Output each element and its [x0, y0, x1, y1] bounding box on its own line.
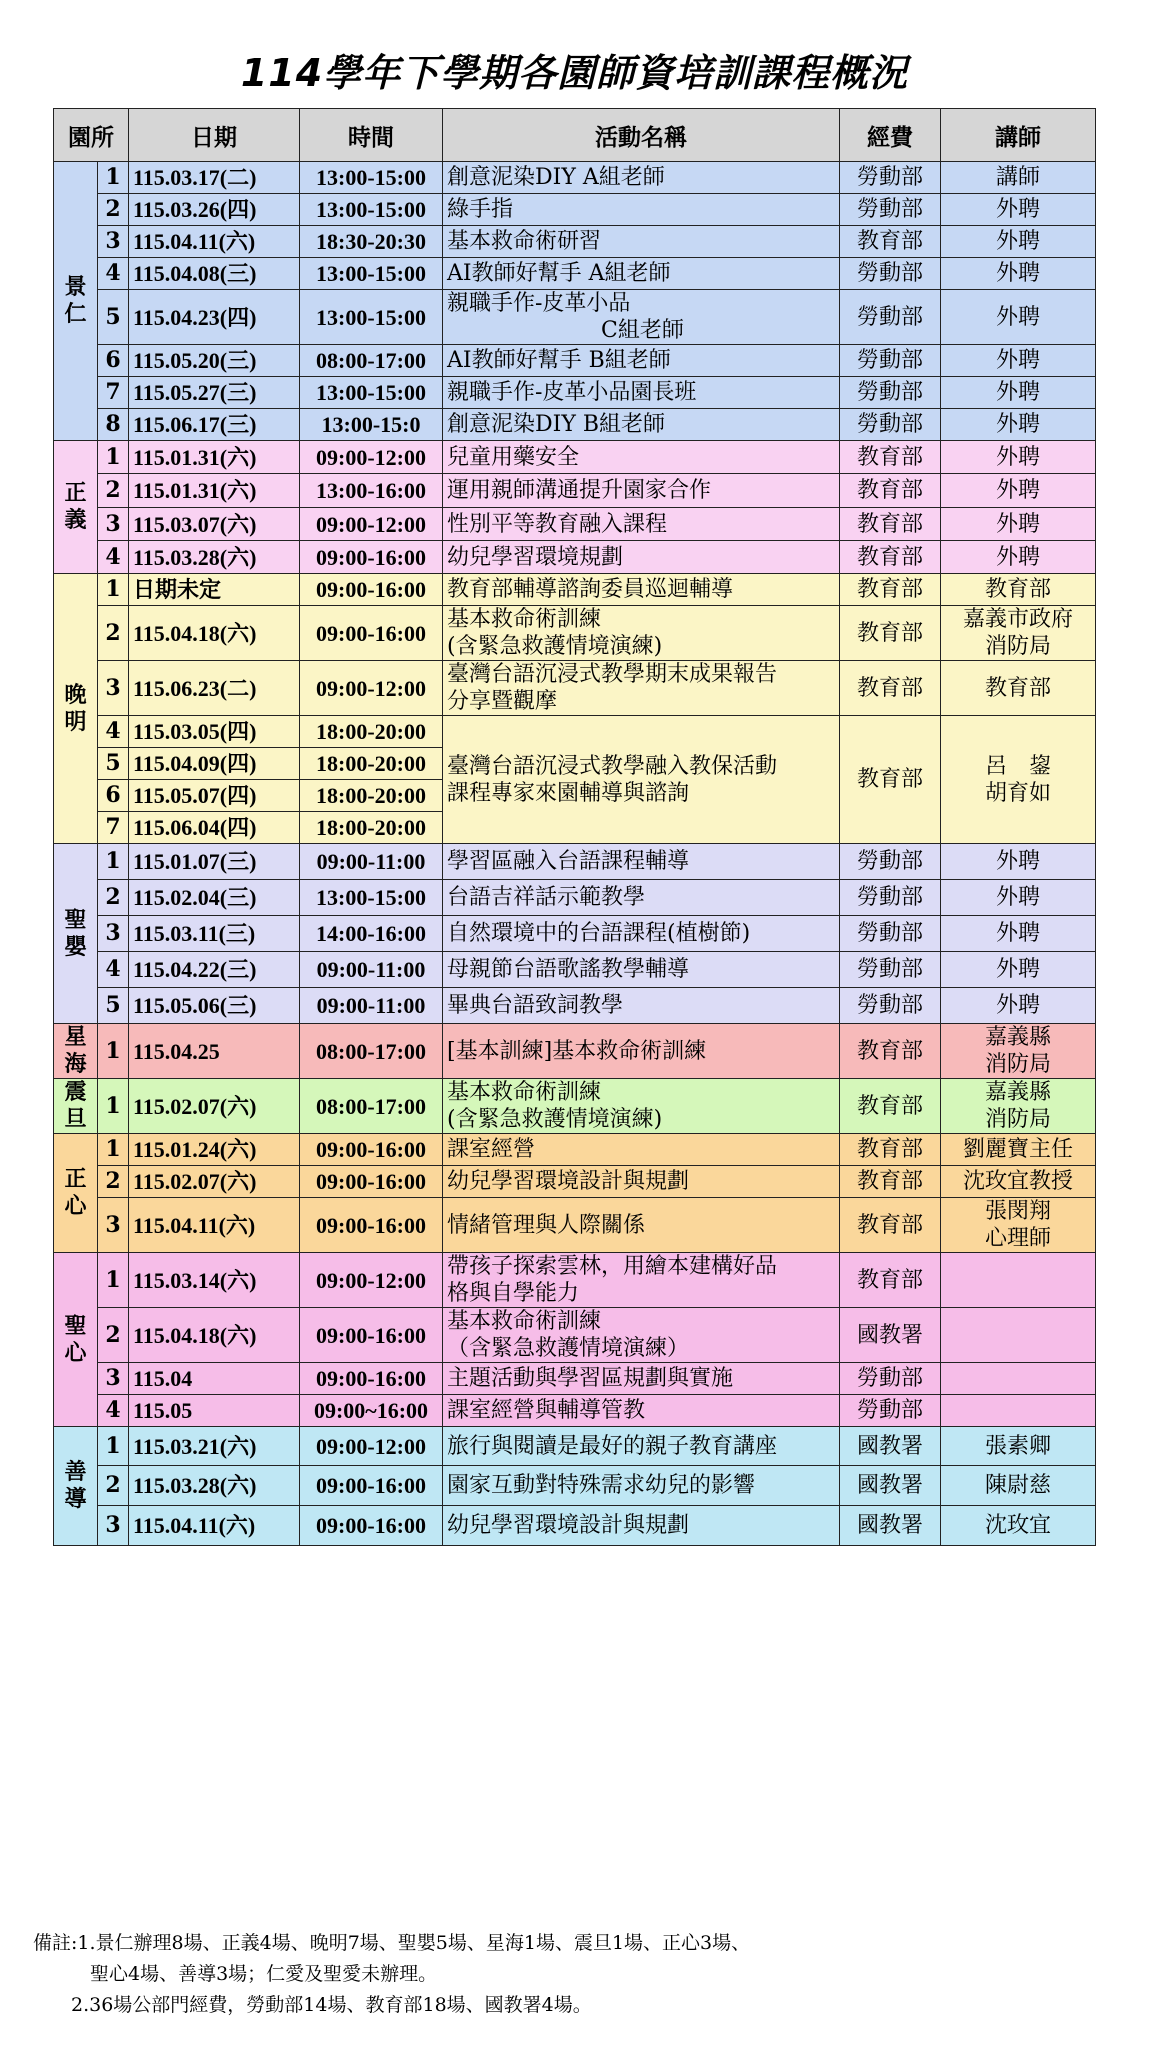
table-row [54, 988, 1096, 1024]
row-number: 7 [98, 377, 129, 409]
lecturer: 外聘 [941, 988, 1096, 1024]
remark-line: 備註:1.景仁辦理8場、正義4場、晚明7場、聖嬰5場、星海1場、震旦1場、正心3場、 [33, 1932, 751, 1954]
course-date: 115.01.07(三) [129, 844, 300, 880]
funding-source: 國教署 [840, 1427, 941, 1466]
course-time: 09:00-11:00 [300, 952, 443, 988]
table-row [54, 290, 1096, 345]
table-row [54, 1024, 1096, 1079]
lecturer: 嘉義縣 消防局 [941, 1024, 1096, 1079]
row-number: 5 [98, 988, 129, 1024]
course-time: 09:00-16:00 [300, 606, 443, 661]
table-row [54, 345, 1096, 377]
course-date: 115.04.09(四) [129, 748, 300, 780]
course-date: 115.04.11(六) [129, 1198, 300, 1253]
funding-source: 國教署 [840, 1506, 941, 1546]
lecturer: 外聘 [941, 258, 1096, 290]
remark-line: 聖心4場、善導3場；仁愛及聖愛未辦理。 [33, 1963, 438, 1985]
course-date: 115.03.11(三) [129, 916, 300, 952]
course-date: 115.04.08(三) [129, 258, 300, 290]
course-date: 115.03.28(六) [129, 541, 300, 574]
funding-source: 勞動部 [840, 409, 941, 441]
funding-source: 勞動部 [840, 258, 941, 290]
activity-name: 基本救命術訓練 (含緊急救護情境演練) [443, 606, 840, 661]
table-row [54, 880, 1096, 916]
course-time: 14:00-16:00 [300, 916, 443, 952]
course-date: 115.03.21(六) [129, 1427, 300, 1466]
course-date: 115.02.04(三) [129, 880, 300, 916]
table-row [54, 474, 1096, 508]
funding-source: 勞動部 [840, 952, 941, 988]
table-row [54, 377, 1096, 409]
table-row [54, 1466, 1096, 1506]
funding-source: 教育部 [840, 1079, 941, 1134]
table-row [54, 226, 1096, 258]
table-row [54, 1427, 1096, 1466]
row-number: 1 [98, 1079, 129, 1134]
activity-name: 教育部輔導諮詢委員巡迴輔導 [443, 574, 840, 606]
funding-source: 國教署 [840, 1308, 941, 1363]
course-date: 115.04.25 [129, 1024, 300, 1079]
course-date: 115.03.14(六) [129, 1253, 300, 1308]
row-number: 2 [98, 1466, 129, 1506]
row-number: 1 [98, 1427, 129, 1466]
activity-name: 臺灣台語沉浸式教學融入教保活動 課程專家來園輔導與諮詢 [443, 716, 840, 844]
table-row [54, 952, 1096, 988]
row-number: 4 [98, 541, 129, 574]
row-number: 1 [98, 1134, 129, 1166]
table-row [54, 258, 1096, 290]
activity-name: 基本救命術研習 [443, 226, 840, 258]
school-name: 善 導 [54, 1427, 98, 1546]
activity-name: 幼兒學習環境設計與規劃 [443, 1506, 840, 1546]
row-number: 3 [98, 226, 129, 258]
course-date: 115.04.18(六) [129, 606, 300, 661]
course-time: 08:00-17:00 [300, 345, 443, 377]
school-name: 聖 心 [54, 1253, 98, 1427]
course-date: 115.03.07(六) [129, 508, 300, 541]
funding-source: 勞動部 [840, 345, 941, 377]
course-time: 13:00-15:00 [300, 162, 443, 194]
course-time: 09:00-16:00 [300, 574, 443, 606]
activity-name: 畢典台語致詞教學 [443, 988, 840, 1024]
row-number: 3 [98, 1363, 129, 1395]
funding-source: 勞動部 [840, 1363, 941, 1395]
row-number: 3 [98, 1506, 129, 1546]
table-row [54, 194, 1096, 226]
table-row [54, 1079, 1096, 1134]
course-time: 13:00-15:00 [300, 880, 443, 916]
lecturer: 外聘 [941, 377, 1096, 409]
course-date: 115.06.17(三) [129, 409, 300, 441]
row-number: 1 [98, 574, 129, 606]
activity-name: 兒童用藥安全 [443, 441, 840, 474]
course-time: 09:00-11:00 [300, 844, 443, 880]
school-name: 星 海 [54, 1024, 98, 1079]
table-header-row [54, 109, 1096, 162]
activity-name: 學習區融入台語課程輔導 [443, 844, 840, 880]
funding-source: 勞動部 [840, 844, 941, 880]
row-number: 5 [98, 748, 129, 780]
course-date: 115.04.11(六) [129, 226, 300, 258]
course-time: 09:00-12:00 [300, 441, 443, 474]
funding-source: 勞動部 [840, 377, 941, 409]
course-date: 115.04.11(六) [129, 1506, 300, 1546]
lecturer: 外聘 [941, 916, 1096, 952]
funding-source: 教育部 [840, 1253, 941, 1308]
funding-source: 教育部 [840, 1134, 941, 1166]
course-date: 115.05.07(四) [129, 780, 300, 812]
course-time: 09:00-16:00 [300, 1134, 443, 1166]
course-time: 13:00-15:0 [300, 409, 443, 441]
table-row [54, 1198, 1096, 1253]
row-number: 4 [98, 952, 129, 988]
activity-name: 基本救命術訓練 （含緊急救護情境演練） [443, 1308, 840, 1363]
header-fee: 經費 [840, 109, 941, 162]
funding-source: 勞動部 [840, 916, 941, 952]
row-number: 3 [98, 661, 129, 716]
activity-name: 課室經營 [443, 1134, 840, 1166]
course-time: 18:00-20:00 [300, 716, 443, 748]
table-row [54, 716, 1096, 748]
activity-name: 運用親師溝通提升園家合作 [443, 474, 840, 508]
remarks [33, 1928, 1123, 2021]
lecturer [941, 1253, 1096, 1308]
lecturer: 外聘 [941, 508, 1096, 541]
activity-name: 母親節台語歌謠教學輔導 [443, 952, 840, 988]
funding-source: 教育部 [840, 716, 941, 844]
school-name: 正 心 [54, 1134, 98, 1253]
activity-name: AI教師好幫手 B組老師 [443, 345, 840, 377]
lecturer: 張閔翔 心理師 [941, 1198, 1096, 1253]
course-time: 09:00-16:00 [300, 1363, 443, 1395]
table-row [54, 441, 1096, 474]
activity-name: [基本訓練]基本救命術訓練 [443, 1024, 840, 1079]
course-time: 09:00-16:00 [300, 1308, 443, 1363]
funding-source: 教育部 [840, 1166, 941, 1198]
row-number: 2 [98, 880, 129, 916]
activity-name: 親職手作-皮革小品園長班 [443, 377, 840, 409]
funding-source: 勞動部 [840, 988, 941, 1024]
funding-source: 教育部 [840, 606, 941, 661]
row-number: 4 [98, 716, 129, 748]
table-row [54, 1166, 1096, 1198]
lecturer: 陳尉慈 [941, 1466, 1096, 1506]
row-number: 1 [98, 1253, 129, 1308]
training-schedule-table [53, 108, 1096, 1546]
row-number: 7 [98, 812, 129, 844]
course-time: 18:30-20:30 [300, 226, 443, 258]
activity-name: 台語吉祥話示範教學 [443, 880, 840, 916]
funding-source: 教育部 [840, 226, 941, 258]
header-activity: 活動名稱 [443, 109, 840, 162]
table-row [54, 1134, 1096, 1166]
course-date: 115.03.17(二) [129, 162, 300, 194]
table-row [54, 1506, 1096, 1546]
activity-name: 園家互動對特殊需求幼兒的影響 [443, 1466, 840, 1506]
course-time: 13:00-15:00 [300, 194, 443, 226]
lecturer: 外聘 [941, 474, 1096, 508]
lecturer: 教育部 [941, 574, 1096, 606]
lecturer [941, 1395, 1096, 1427]
row-number: 4 [98, 1395, 129, 1427]
table-row [54, 844, 1096, 880]
funding-source: 勞動部 [840, 194, 941, 226]
course-time: 09:00-12:00 [300, 1253, 443, 1308]
row-number: 1 [98, 441, 129, 474]
lecturer: 外聘 [941, 541, 1096, 574]
activity-name: 綠手指 [443, 194, 840, 226]
row-number: 1 [98, 162, 129, 194]
course-date: 115.01.31(六) [129, 474, 300, 508]
course-date: 115.05 [129, 1395, 300, 1427]
table-row [54, 1308, 1096, 1363]
activity-name: AI教師好幫手 A組老師 [443, 258, 840, 290]
row-number: 8 [98, 409, 129, 441]
row-number: 2 [98, 194, 129, 226]
funding-source: 教育部 [840, 1198, 941, 1253]
funding-source: 勞動部 [840, 162, 941, 194]
lecturer: 外聘 [941, 441, 1096, 474]
row-number: 1 [98, 844, 129, 880]
course-time: 18:00-20:00 [300, 812, 443, 844]
activity-name: 親職手作-皮革小品 C組老師 [443, 290, 840, 345]
activity-name: 幼兒學習環境設計與規劃 [443, 1166, 840, 1198]
funding-source: 國教署 [840, 1466, 941, 1506]
activity-name: 創意泥染DIY A組老師 [443, 162, 840, 194]
funding-source: 勞動部 [840, 880, 941, 916]
lecturer [941, 1363, 1096, 1395]
table-row [54, 508, 1096, 541]
funding-source: 教育部 [840, 1024, 941, 1079]
funding-source: 勞動部 [840, 1395, 941, 1427]
row-number: 3 [98, 916, 129, 952]
funding-source: 勞動部 [840, 290, 941, 345]
course-time: 13:00-16:00 [300, 474, 443, 508]
course-time: 18:00-20:00 [300, 748, 443, 780]
activity-name: 自然環境中的台語課程(植樹節) [443, 916, 840, 952]
course-time: 09:00~16:00 [300, 1395, 443, 1427]
course-time: 09:00-12:00 [300, 661, 443, 716]
header-time: 時間 [300, 109, 443, 162]
table-row [54, 916, 1096, 952]
table-row [54, 606, 1096, 661]
course-time: 08:00-17:00 [300, 1024, 443, 1079]
row-number: 5 [98, 290, 129, 345]
lecturer: 沈玫宜 [941, 1506, 1096, 1546]
row-number: 2 [98, 474, 129, 508]
funding-source: 教育部 [840, 508, 941, 541]
row-number: 2 [98, 1308, 129, 1363]
course-time: 13:00-15:00 [300, 290, 443, 345]
activity-name: 情緒管理與人際關係 [443, 1198, 840, 1253]
lecturer: 呂 鋆 胡育如 [941, 716, 1096, 844]
course-time: 09:00-16:00 [300, 1198, 443, 1253]
funding-source: 教育部 [840, 574, 941, 606]
school-name: 景 仁 [54, 162, 98, 441]
row-number: 2 [98, 606, 129, 661]
lecturer: 沈玫宜教授 [941, 1166, 1096, 1198]
remark-line: 2.36場公部門經費，勞動部14場、教育部18場、國教署4場。 [33, 1994, 592, 2016]
course-date: 115.04.23(四) [129, 290, 300, 345]
lecturer: 外聘 [941, 409, 1096, 441]
row-number: 6 [98, 345, 129, 377]
activity-name: 性別平等教育融入課程 [443, 508, 840, 541]
lecturer: 嘉義市政府 消防局 [941, 606, 1096, 661]
activity-name: 主題活動與學習區規劃與實施 [443, 1363, 840, 1395]
lecturer: 外聘 [941, 194, 1096, 226]
course-date: 115.06.23(二) [129, 661, 300, 716]
table-row [54, 1363, 1096, 1395]
lecturer: 講師 [941, 162, 1096, 194]
lecturer: 張素卿 [941, 1427, 1096, 1466]
lecturer: 嘉義縣 消防局 [941, 1079, 1096, 1134]
table-row [54, 1253, 1096, 1308]
lecturer: 外聘 [941, 952, 1096, 988]
lecturer: 教育部 [941, 661, 1096, 716]
activity-name: 幼兒學習環境規劃 [443, 541, 840, 574]
row-number: 4 [98, 258, 129, 290]
lecturer: 外聘 [941, 226, 1096, 258]
course-date: 115.04.18(六) [129, 1308, 300, 1363]
row-number: 3 [98, 508, 129, 541]
course-date: 115.03.28(六) [129, 1466, 300, 1506]
row-number: 3 [98, 1198, 129, 1253]
course-date: 115.03.05(四) [129, 716, 300, 748]
lecturer: 外聘 [941, 290, 1096, 345]
activity-name: 基本救命術訓練 (含緊急救護情境演練) [443, 1079, 840, 1134]
table-row [54, 661, 1096, 716]
course-time: 08:00-17:00 [300, 1079, 443, 1134]
funding-source: 教育部 [840, 441, 941, 474]
course-time: 13:00-15:00 [300, 377, 443, 409]
lecturer [941, 1308, 1096, 1363]
school-name: 震 旦 [54, 1079, 98, 1134]
course-date: 115.06.04(四) [129, 812, 300, 844]
course-date: 115.04 [129, 1363, 300, 1395]
lecturer: 劉麗寶主任 [941, 1134, 1096, 1166]
lecturer: 外聘 [941, 880, 1096, 916]
school-name: 聖 嬰 [54, 844, 98, 1024]
course-date: 日期未定 [129, 574, 300, 606]
table-row [54, 574, 1096, 606]
activity-name: 創意泥染DIY B組老師 [443, 409, 840, 441]
school-name: 正 義 [54, 441, 98, 574]
page-title: 114學年下學期各園師資培訓課程概況 [240, 51, 909, 95]
course-time: 13:00-15:00 [300, 258, 443, 290]
school-name: 晚 明 [54, 574, 98, 844]
table-row [54, 541, 1096, 574]
table-row [54, 162, 1096, 194]
activity-name: 臺灣台語沉浸式教學期末成果報告 分享暨觀摩 [443, 661, 840, 716]
course-date: 115.04.22(三) [129, 952, 300, 988]
activity-name: 課室經營與輔導管教 [443, 1395, 840, 1427]
course-time: 09:00-16:00 [300, 1466, 443, 1506]
activity-name: 帶孩子探索雲林，用繪本建構好品 格與自學能力 [443, 1253, 840, 1308]
course-date: 115.05.06(三) [129, 988, 300, 1024]
funding-source: 教育部 [840, 661, 941, 716]
course-date: 115.03.26(四) [129, 194, 300, 226]
course-time: 09:00-16:00 [300, 1506, 443, 1546]
row-number: 2 [98, 1166, 129, 1198]
course-time: 09:00-16:00 [300, 1166, 443, 1198]
course-time: 09:00-11:00 [300, 988, 443, 1024]
lecturer: 外聘 [941, 345, 1096, 377]
funding-source: 教育部 [840, 474, 941, 508]
course-time: 09:00-16:00 [300, 541, 443, 574]
row-number: 1 [98, 1024, 129, 1079]
course-date: 115.05.27(三) [129, 377, 300, 409]
row-number: 6 [98, 780, 129, 812]
table-row [54, 409, 1096, 441]
lecturer: 外聘 [941, 844, 1096, 880]
activity-name: 旅行與閱讀是最好的親子教育講座 [443, 1427, 840, 1466]
course-time: 09:00-12:00 [300, 508, 443, 541]
header-lecturer: 講師 [941, 109, 1096, 162]
course-time: 18:00-20:00 [300, 780, 443, 812]
course-date: 115.02.07(六) [129, 1166, 300, 1198]
header-school: 園所 [54, 109, 129, 162]
funding-source: 教育部 [840, 541, 941, 574]
course-date: 115.02.07(六) [129, 1079, 300, 1134]
course-time: 09:00-12:00 [300, 1427, 443, 1466]
course-date: 115.05.20(三) [129, 345, 300, 377]
table-row [54, 1395, 1096, 1427]
course-date: 115.01.31(六) [129, 441, 300, 474]
course-date: 115.01.24(六) [129, 1134, 300, 1166]
header-date: 日期 [129, 109, 300, 162]
